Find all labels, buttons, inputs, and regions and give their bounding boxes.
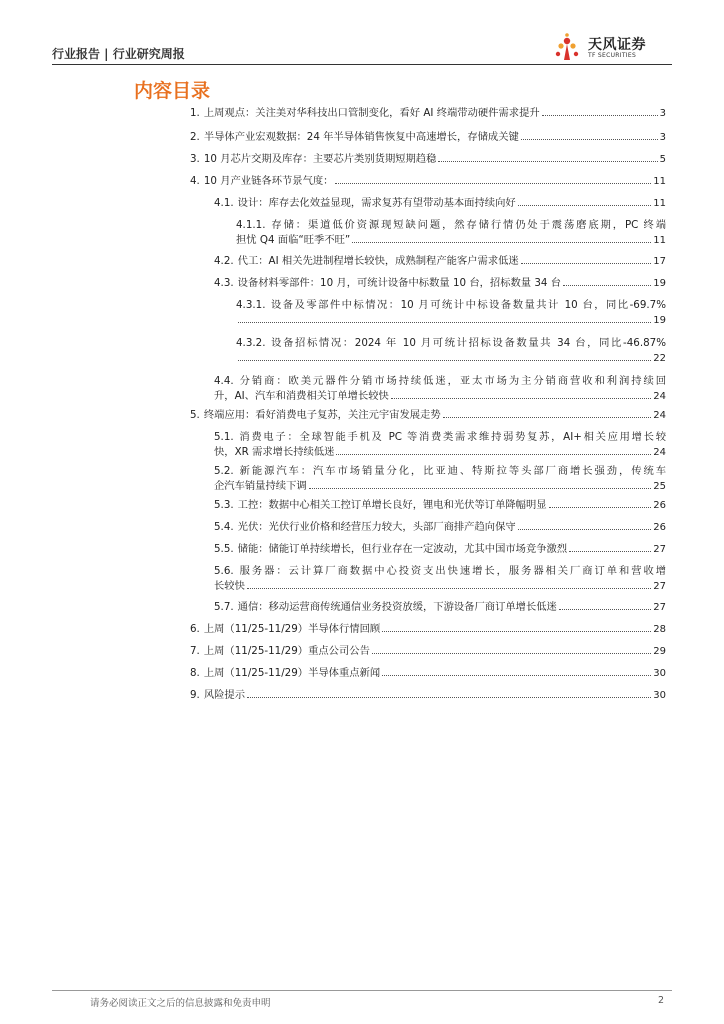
toc-entry-page: 24 — [653, 391, 666, 402]
toc-entry-page: 24 — [653, 410, 666, 421]
toc-entry-page: 27 — [653, 602, 666, 613]
toc-dot-leader — [542, 115, 658, 116]
toc-entry[interactable] — [214, 520, 666, 535]
toc-entry-number: 9. — [190, 689, 200, 701]
toc-entry-number: 8. — [190, 667, 200, 679]
toc-dot-leader — [443, 417, 652, 418]
toc-entry-number: 4.2. — [214, 255, 234, 267]
toc-entry[interactable] — [214, 600, 666, 615]
toc-entry-text-continued: 升，AI、汽车和消费相关订单增长较快 — [214, 390, 389, 402]
toc-entry[interactable] — [214, 430, 666, 460]
toc-entry-number: 4.1. — [214, 197, 234, 209]
toc-entry-text-continued: 快，XR 需求增长持续低迷 — [214, 446, 335, 458]
toc-entry-text: 半导体产业宏观数据：24 年半导体销售恢复中高速增长，存储成关键 — [203, 131, 519, 143]
toc-entry-number: 5.5. — [214, 543, 234, 555]
toc-entry-text: 代工：AI 相关先进制程增长较快，成熟制程产能客户需求低迷 — [237, 255, 519, 267]
toc-entry-page: 5 — [659, 154, 666, 165]
toc-entry-number: 2. — [190, 131, 200, 143]
toc-entry-page: 3 — [659, 132, 666, 143]
toc-entry[interactable] — [214, 374, 666, 404]
toc-entry-number: 5.6. — [214, 565, 234, 577]
toc-entry[interactable] — [190, 174, 666, 189]
toc-entry-text: 通信：移动运营商传统通信业务投资放缓，下游设备厂商订单增长低迷 — [237, 601, 557, 613]
toc-dot-leader — [559, 609, 651, 610]
toc-entry-text: 10 月芯片交期及库存：主要芯片类别货期短期趋稳 — [203, 153, 437, 165]
toc-entry-text: 上周（11/25-11/29）半导体重点新闻 — [203, 667, 381, 679]
toc-entry-page: 24 — [653, 447, 666, 458]
toc-entry-text-continued: 企汽车销量持续下调 — [214, 480, 307, 492]
toc-entry-text: 上周（11/25-11/29）重点公司公告 — [203, 645, 370, 657]
toc-entry[interactable] — [214, 196, 666, 211]
toc-dot-leader — [238, 322, 651, 323]
toc-dot-leader — [563, 285, 651, 286]
toc-entry-page: 28 — [653, 624, 666, 635]
logo-flower-icon — [552, 32, 586, 62]
toc-entry[interactable] — [214, 542, 666, 557]
toc-dot-leader — [521, 139, 658, 140]
toc-entry-page: 26 — [653, 500, 666, 511]
footer-disclaimer: 请务必阅读正文之后的信息披露和免责申明 — [90, 998, 271, 1009]
toc-entry[interactable] — [190, 644, 666, 659]
toc-dot-leader — [382, 675, 651, 676]
toc-entry-page: 11 — [653, 235, 666, 246]
toc-entry[interactable] — [214, 276, 666, 291]
toc-entry-number: 4.3.1. — [236, 299, 266, 311]
toc-entry-text: 消费电子：全球智能手机及 PC 等消费类需求维持弱势复苏，AI+相关应用增长较 — [237, 431, 666, 443]
toc-entry-number: 4.4. — [214, 375, 234, 387]
toc-dot-leader — [518, 205, 652, 206]
toc-entry-page: 27 — [653, 581, 666, 592]
page-header — [52, 30, 672, 62]
toc-entry-text: 储能：储能订单持续增长，但行业存在一定波动，尤其中国市场竞争激烈 — [237, 543, 568, 555]
toc-entry-page: 30 — [653, 668, 666, 679]
toc-entry[interactable] — [236, 218, 666, 248]
toc-entry[interactable] — [214, 564, 666, 594]
toc-entry-number: 5.7. — [214, 601, 234, 613]
toc-entry-page: 29 — [653, 646, 666, 657]
toc-entry-text: 分销商：欧美元器件分销市场持续低迷，亚太市场为主分销商营收和利润持续回 — [237, 375, 666, 387]
toc-entry-number: 4.3.2. — [236, 337, 266, 349]
toc-entry[interactable] — [190, 622, 666, 637]
toc-entry-page: 25 — [653, 481, 666, 492]
toc-dot-leader — [382, 631, 651, 632]
report-type-label: 行业报告 | 行业研究周报 — [52, 47, 185, 61]
toc-entry-text-continued: 长较快 — [214, 580, 245, 592]
toc-entry-text: 10 月产业链各环节景气度： — [203, 175, 334, 187]
toc-dot-leader — [352, 242, 651, 243]
footer-page-number: 2 — [657, 995, 664, 1006]
toc-dot-leader — [372, 653, 651, 654]
toc-entry-page: 3 — [659, 108, 666, 119]
toc-entry-number: 6. — [190, 623, 200, 635]
logo-english-name: TF SECURITIES — [588, 52, 637, 59]
toc-dot-leader — [391, 398, 651, 399]
toc-entry-number: 1. — [190, 107, 200, 119]
toc-entry[interactable] — [214, 498, 666, 513]
toc-entry-number: 5.4. — [214, 521, 234, 533]
toc-entry[interactable] — [214, 464, 666, 494]
toc-entry[interactable] — [236, 298, 666, 328]
toc-dot-leader — [521, 263, 652, 264]
toc-entry-text: 新能源汽车：汽车市场销量分化，比亚迪、特斯拉等头部厂商增长强劲，传统车 — [237, 465, 666, 477]
toc-entry-number: 7. — [190, 645, 200, 657]
toc-dot-leader — [247, 697, 651, 698]
toc-entry-text: 上周（11/25-11/29）半导体行情回顾 — [203, 623, 381, 635]
toc-entry[interactable] — [190, 666, 666, 681]
toc-entry-text: 设备材料零部件：10 月，可统计设备中标数量 10 台，招标数量 34 台 — [237, 277, 562, 289]
tf-securities-logo — [552, 32, 672, 62]
toc-entry-page: 17 — [653, 256, 666, 267]
toc-entry[interactable] — [190, 130, 666, 145]
toc-entry-text: 存储：渠道低价资源现短缺问题，然存储行情仍处于震荡磨底期，PC 终端 — [269, 219, 666, 231]
toc-entry[interactable] — [190, 408, 666, 423]
toc-entry-page: 30 — [653, 690, 666, 701]
footer-divider — [52, 990, 672, 991]
toc-entry-number: 4.1.1. — [236, 219, 266, 231]
toc-dot-leader — [309, 488, 652, 489]
toc-entry-number: 4. — [190, 175, 200, 187]
logo-chinese-name: 天风证券 — [588, 37, 646, 53]
toc-entry-number: 5.2. — [214, 465, 234, 477]
toc-entry-number: 3. — [190, 153, 200, 165]
toc-entry-page: 19 — [653, 315, 666, 326]
toc-entry-text: 设备及零部件中标情况：10 月可统计中标设备数量共计 10 台，同比-69.7% — [269, 299, 666, 311]
toc-entry-page: 11 — [653, 198, 666, 209]
toc-dot-leader — [335, 183, 651, 184]
toc-entry-number: 5.3. — [214, 499, 234, 511]
toc-dot-leader — [569, 551, 651, 552]
toc-entry-number: 5.1. — [214, 431, 234, 443]
toc-entry-text: 光伏：光伏行业价格和经营压力较大，头部厂商排产趋向保守 — [237, 521, 516, 533]
toc-dot-leader — [549, 507, 652, 508]
toc-entry-number: 4.3. — [214, 277, 234, 289]
toc-entry-text: 工控：数据中心相关工控订单增长良好，锂电和光伏等订单降幅明显 — [237, 499, 547, 511]
toc-entry-page: 19 — [653, 278, 666, 289]
toc-entry[interactable] — [236, 336, 666, 366]
toc-entry[interactable] — [190, 106, 666, 121]
toc-entry-text: 终端应用：看好消费电子复苏，关注元宇宙发展走势 — [203, 409, 441, 421]
toc-entry-page: 27 — [653, 544, 666, 555]
toc-entry[interactable] — [190, 152, 666, 167]
toc-entry-number: 5. — [190, 409, 200, 421]
toc-entry-page: 22 — [653, 353, 666, 364]
toc-entry-text: 上周观点：关注美对华科技出口管制变化，看好 AI 终端带动硬件需求提升 — [203, 107, 540, 119]
toc-entry-text: 设备招标情况：2024 年 10 月可统计招标设备数量共 34 台，同比-46.87% — [269, 337, 666, 349]
toc-entry-text: 风险提示 — [203, 689, 246, 701]
toc-entry[interactable] — [190, 688, 666, 703]
toc-entry-page: 26 — [653, 522, 666, 533]
toc-entry-page: 11 — [653, 176, 666, 187]
toc-title: 内容目录 — [134, 80, 211, 102]
toc-entry-text-continued: 担忧 Q4 面临“旺季不旺” — [236, 234, 351, 246]
toc-dot-leader — [438, 161, 657, 162]
toc-entry-text: 服务器：云计算厂商数据中心投资支出快速增长，服务器相关厂商订单和营收增 — [237, 565, 666, 577]
toc-dot-leader — [518, 529, 652, 530]
toc-dot-leader — [247, 588, 651, 589]
toc-dot-leader — [336, 454, 651, 455]
toc-dot-leader — [238, 360, 651, 361]
header-divider — [52, 64, 672, 65]
toc-entry[interactable] — [214, 254, 666, 269]
toc-entry-text: 设计：库存去化效益显现，需求复苏有望带动基本面持续向好 — [237, 197, 516, 209]
